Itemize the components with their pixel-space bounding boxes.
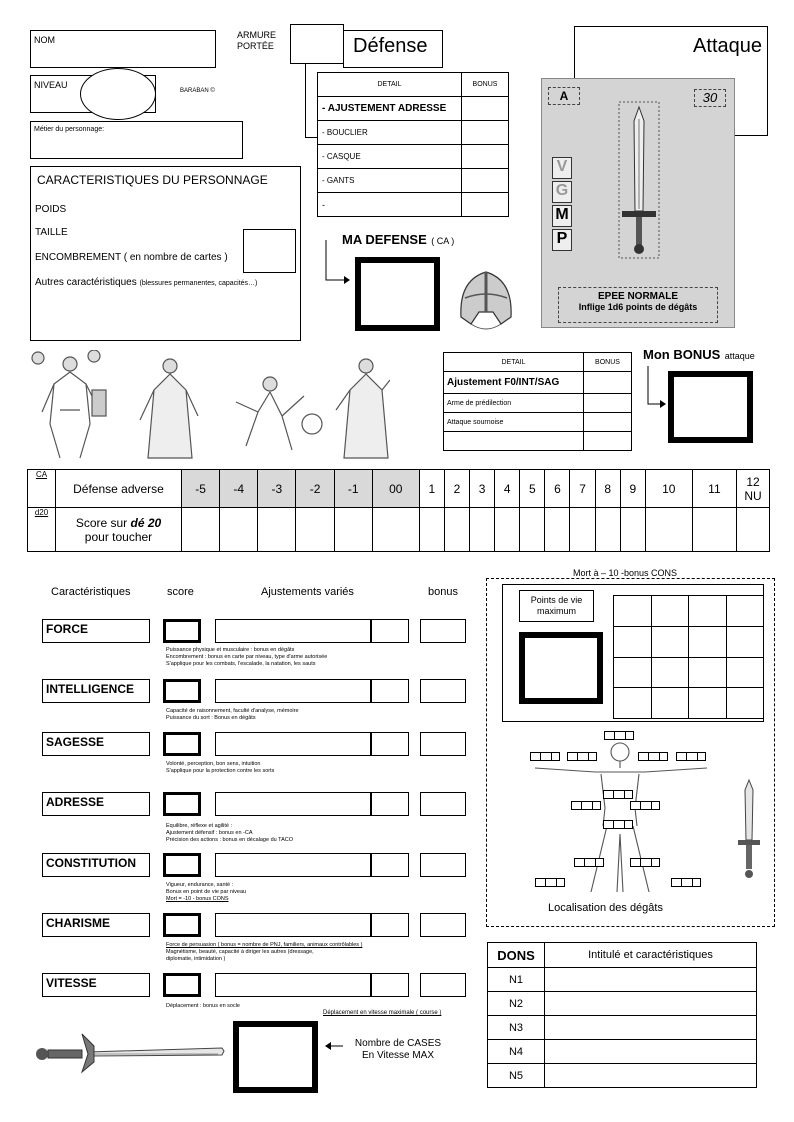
- stat-adjust-input[interactable]: [215, 679, 371, 703]
- score-cell[interactable]: [595, 508, 620, 552]
- defense-table: [317, 72, 509, 217]
- sword-illustration: [30, 1028, 226, 1074]
- attack-bonus-cell[interactable]: [584, 432, 632, 451]
- ca-value: 2: [444, 470, 469, 508]
- desc-line: Equilibre, réflexe et agilité :: [166, 823, 233, 829]
- pv-cell[interactable]: [614, 596, 652, 627]
- nom-field[interactable]: [30, 30, 216, 68]
- ca-table: [27, 469, 770, 552]
- stat-score-input[interactable]: [163, 792, 201, 816]
- stat-sagesse: SAGESSE: [42, 732, 150, 756]
- stat-adjust-input[interactable]: [215, 732, 371, 756]
- stats-header-bonus: bonus: [428, 586, 458, 598]
- badge-m: M: [552, 205, 572, 227]
- stat-score-input[interactable]: [163, 853, 201, 877]
- card-badges: [552, 157, 572, 251]
- pv-cell[interactable]: [614, 688, 652, 719]
- damage-box-head[interactable]: [604, 731, 634, 740]
- cases-label-2: En Vitesse MAX: [361, 1050, 435, 1061]
- attack-bonus-cell[interactable]: [584, 394, 632, 413]
- desc-line: S'applique pour la protection contre les sorts: [166, 768, 275, 774]
- don-input[interactable]: [545, 1040, 757, 1064]
- pv-grid: [613, 595, 764, 719]
- damage-box-torso[interactable]: [603, 790, 633, 799]
- ca-value: -4: [220, 470, 258, 508]
- mon-bonus-line: [643, 346, 755, 364]
- desc-line: Capacité de raisonnement, faculté d'analyse, mémoire: [166, 708, 299, 714]
- mort-note: Mort à – 10 -bonus CONS: [573, 568, 678, 578]
- helmet-illustration: [453, 262, 519, 336]
- stat-adjust-input[interactable]: [215, 853, 371, 877]
- damage-box-left-shoulder[interactable]: [567, 752, 597, 761]
- attack-col-bonus: BONUS: [584, 353, 632, 372]
- pv-cell[interactable]: [614, 626, 652, 657]
- stat-bonus-input[interactable]: [420, 973, 466, 997]
- pv-cell[interactable]: [614, 657, 652, 688]
- niveau-oval[interactable]: [80, 68, 156, 120]
- score-cell[interactable]: [182, 508, 220, 552]
- weapon-name: EPEE NORMALE: [597, 291, 678, 302]
- attack-card: [541, 78, 735, 328]
- pv-cell[interactable]: [726, 657, 764, 688]
- stat-desc: [166, 761, 466, 775]
- damage-box-left-foot[interactable]: [535, 878, 565, 887]
- desc-line: Force de persuasion ( bonus = nombre de PNJ, familiers, animaux contrôlables ): [166, 942, 363, 948]
- don-level: N1: [488, 968, 545, 992]
- dagger-illustration: [735, 778, 763, 882]
- stat-bonus-input[interactable]: [420, 792, 466, 816]
- score-label-cell: [56, 508, 182, 552]
- don-level: N3: [488, 1016, 545, 1040]
- defense-bonus-cell[interactable]: [462, 193, 509, 217]
- stat-bonus-input[interactable]: [420, 913, 466, 937]
- score-cell[interactable]: [444, 508, 469, 552]
- mon-bonus-sub: attaque: [724, 351, 755, 361]
- sword-card-illustration: [618, 101, 660, 261]
- ca-value: 1: [419, 470, 444, 508]
- damage-box-right-foot[interactable]: [671, 878, 701, 887]
- don-input[interactable]: [545, 992, 757, 1016]
- caracteristiques-title: CARACTERISTIQUES DU PERSONNAGE: [37, 173, 268, 187]
- attaque-title: Attaque: [693, 35, 762, 57]
- stat-adjust-extra-input[interactable]: [371, 913, 409, 937]
- stat-score-input[interactable]: [163, 973, 201, 997]
- don-level: N2: [488, 992, 545, 1016]
- desc-line: Précision des actions : bonus en décalage du TACO: [166, 837, 293, 843]
- defense-row: - AJUSTEMENT ADRESSE: [318, 97, 462, 121]
- stat-desc: [166, 708, 466, 722]
- stat-bonus-input[interactable]: [420, 679, 466, 703]
- score-cell[interactable]: [334, 508, 372, 552]
- desc-line: S'applique pour les combats, l'escalade, la natation, les sauts: [166, 661, 316, 667]
- defense-row: - CASQUE: [318, 145, 462, 169]
- defense-bonus-cell[interactable]: [462, 97, 509, 121]
- stat-adjust-input[interactable]: [215, 792, 371, 816]
- stat-adjust-extra-input[interactable]: [371, 619, 409, 643]
- score-cell[interactable]: [737, 508, 770, 552]
- stat-force: FORCE: [42, 619, 150, 643]
- don-input[interactable]: [545, 968, 757, 992]
- mon-bonus-arrow: [644, 366, 670, 412]
- cases-vitesse-input[interactable]: [233, 1021, 318, 1093]
- don-level: N5: [488, 1064, 545, 1088]
- stat-adjust-extra-input[interactable]: [371, 853, 409, 877]
- ca-value: 12 NU: [737, 470, 770, 508]
- ca-value: 3: [469, 470, 494, 508]
- attack-row: Attaque sournoise: [444, 413, 584, 432]
- defense-col-bonus: BONUS: [462, 73, 509, 97]
- desc-line: diplomatie, intimidation ): [166, 956, 226, 962]
- stats-header-carac: Caractéristiques: [51, 586, 131, 598]
- desc-line: Volonté, perception, bon sens, intuition: [166, 761, 261, 767]
- desc-line: Puissance du sort : Bonus en dégâts: [166, 715, 256, 721]
- weapon-caption: [558, 287, 718, 323]
- ca-value: -5: [182, 470, 220, 508]
- ca-value: 5: [520, 470, 545, 508]
- autres-label: Autres caractéristiques: [35, 277, 137, 288]
- defense-row: -: [318, 193, 462, 217]
- score-cell[interactable]: [495, 508, 520, 552]
- armure-label: ARMURE: [237, 30, 277, 40]
- pv-label-1: Points de vie: [530, 595, 583, 605]
- damage-box-chest-right[interactable]: [630, 801, 660, 810]
- desc-line: Puissance physique et musculaire : bonus en dégâts: [166, 647, 295, 653]
- stat-charisme: CHARISME: [42, 913, 150, 937]
- stat-constitution: CONSTITUTION: [42, 853, 150, 877]
- stat-desc: [166, 823, 466, 844]
- don-level: N4: [488, 1040, 545, 1064]
- stat-adjust-extra-input[interactable]: [371, 973, 409, 997]
- badge-v: V: [552, 157, 572, 179]
- damage-box-right-hand[interactable]: [630, 858, 660, 867]
- stat-adjust-input[interactable]: [215, 913, 371, 937]
- author-credit: BARABAN ©: [180, 88, 215, 94]
- cases-label: [346, 1038, 450, 1062]
- desc-line: Déplacement : bonus en socle: [166, 1003, 240, 1009]
- metier-label: Métier du personnage:: [34, 126, 105, 133]
- desc-line: Ajustement défensif : bonus en -CA: [166, 830, 253, 836]
- stat-intelligence: INTELLIGENCE: [42, 679, 150, 703]
- score-cell[interactable]: [520, 508, 545, 552]
- stat-adjust-input[interactable]: [215, 973, 371, 997]
- metier-field[interactable]: [30, 121, 243, 159]
- don-input[interactable]: [545, 1016, 757, 1040]
- card-value: 30: [694, 89, 726, 107]
- score-cell[interactable]: [620, 508, 645, 552]
- damage-box-left-hand[interactable]: [574, 858, 604, 867]
- defense-col-detail: DETAIL: [318, 73, 462, 97]
- armure-portee-input[interactable]: [290, 24, 344, 64]
- deplacement-note: Déplacement en vitesse maximale ( course ): [323, 1010, 442, 1016]
- stat-desc: [166, 647, 466, 668]
- dons-table: [487, 942, 757, 1088]
- localisation-label: Localisation des dégâts: [548, 902, 663, 914]
- stat-adresse: ADRESSE: [42, 792, 150, 816]
- score-cell[interactable]: [692, 508, 736, 552]
- attack-row: Arme de prédilection: [444, 394, 584, 413]
- score-cell[interactable]: [220, 508, 258, 552]
- stat-score-input[interactable]: [163, 913, 201, 937]
- pv-cell[interactable]: [726, 626, 764, 657]
- defense-bonus-cell[interactable]: [462, 145, 509, 169]
- ca-value: 4: [495, 470, 520, 508]
- defense-adverse-label: Défense adverse: [56, 470, 182, 508]
- ma-defense-input[interactable]: [355, 257, 440, 331]
- autres-sub: (blessures permanentes, capacités…): [139, 280, 258, 287]
- score-cell[interactable]: [469, 508, 494, 552]
- pv-cell[interactable]: [689, 596, 727, 627]
- attack-bonus-table: [443, 352, 632, 451]
- stat-adjust-extra-input[interactable]: [371, 679, 409, 703]
- cases-arrow-icon: [323, 1040, 345, 1052]
- attack-row: [444, 432, 584, 451]
- score-cell[interactable]: [419, 508, 444, 552]
- dons-title: DONS: [488, 943, 545, 968]
- stat-score-input[interactable]: [163, 679, 201, 703]
- desc-line: Magnétisme, beauté, capacité à diriger les autres (dressage,: [166, 949, 314, 955]
- attack-row: Ajustement F0/INT/SAG: [444, 372, 584, 394]
- pv-max-input[interactable]: [519, 632, 603, 704]
- don-input[interactable]: [545, 1064, 757, 1088]
- autres-line: [35, 277, 257, 288]
- defense-bonus-cell[interactable]: [462, 121, 509, 145]
- ca-value: 7: [570, 470, 595, 508]
- score-label-2: pour toucher: [84, 529, 153, 544]
- stat-score-input[interactable]: [163, 732, 201, 756]
- ca-label-cell: CA: [28, 470, 56, 508]
- ca-value: 10: [645, 470, 692, 508]
- pv-cell[interactable]: [651, 688, 689, 719]
- attack-bonus-cell[interactable]: [584, 372, 632, 394]
- card-letter: A: [548, 87, 580, 105]
- desc-line: Mort = -10 - bonus CONS: [166, 896, 229, 902]
- encombrement-label: ENCOMBREMENT ( en nombre de cartes ): [35, 252, 228, 263]
- mon-bonus-input[interactable]: [668, 371, 753, 443]
- dons-col-title: Intitulé et caractéristiques: [545, 943, 757, 968]
- stat-desc: [166, 942, 466, 963]
- damage-box-hips[interactable]: [603, 820, 633, 829]
- badge-p: P: [552, 229, 572, 251]
- stat-vitesse: VITESSE: [42, 973, 150, 997]
- characters-illustration: [30, 350, 390, 462]
- score-cell[interactable]: [258, 508, 296, 552]
- damage-box-right-shoulder[interactable]: [638, 752, 668, 761]
- stat-bonus-input[interactable]: [420, 732, 466, 756]
- desc-line: Vigueur, endurance, santé :: [166, 882, 234, 888]
- damage-box-left-arm[interactable]: [530, 752, 560, 761]
- score-label-bold: dé 20: [130, 515, 162, 530]
- defense-bonus-cell[interactable]: [462, 169, 509, 193]
- encombrement-input[interactable]: [243, 229, 296, 273]
- pv-cell[interactable]: [726, 596, 764, 627]
- stats-header-ajust: Ajustements variés: [261, 586, 354, 598]
- ma-defense-sub: ( CA ): [431, 236, 455, 246]
- stats-header-score: score: [167, 586, 194, 598]
- pv-cell[interactable]: [689, 688, 727, 719]
- pv-cell[interactable]: [651, 657, 689, 688]
- score-cell[interactable]: [645, 508, 692, 552]
- ca-value: -3: [258, 470, 296, 508]
- stat-adjust-extra-input[interactable]: [371, 792, 409, 816]
- ca-value: -2: [296, 470, 334, 508]
- ca-value: 11: [692, 470, 736, 508]
- ma-defense-arrow: [322, 240, 352, 286]
- defense-title-box: [343, 30, 443, 68]
- pv-cell[interactable]: [689, 626, 727, 657]
- cases-label-1: Nombre de CASES: [354, 1038, 442, 1049]
- stat-score-input[interactable]: [163, 619, 201, 643]
- pv-label-box: [519, 590, 594, 622]
- pv-label-2: maximum: [536, 606, 576, 616]
- pv-cell[interactable]: [689, 657, 727, 688]
- score-label-1: Score sur: [75, 515, 131, 530]
- ca-value: 9: [620, 470, 645, 508]
- score-cell[interactable]: [372, 508, 419, 552]
- stat-desc: [166, 1003, 466, 1010]
- d20-label-cell: d20: [28, 508, 56, 552]
- stat-bonus-input[interactable]: [420, 619, 466, 643]
- weapon-desc: Inflige 1d6 points de dégâts: [578, 302, 698, 312]
- defense-row: - GANTS: [318, 169, 462, 193]
- ma-defense-label: MA DEFENSE: [342, 232, 427, 247]
- stat-adjust-input[interactable]: [215, 619, 371, 643]
- badge-g: G: [552, 181, 572, 203]
- ca-value: -1: [334, 470, 372, 508]
- niveau-label: NIVEAU: [34, 80, 68, 90]
- pv-cell[interactable]: [726, 688, 764, 719]
- ca-value: 8: [595, 470, 620, 508]
- attack-col-detail: DETAIL: [444, 353, 584, 372]
- score-cell[interactable]: [545, 508, 570, 552]
- desc-line: Bonus en point de vie par niveau: [166, 889, 247, 895]
- nom-label: NOM: [34, 35, 55, 45]
- mon-bonus-label: Mon BONUS: [643, 347, 721, 362]
- stat-bonus-input[interactable]: [420, 853, 466, 877]
- ma-defense-line: [342, 231, 454, 249]
- defense-connector-h: [305, 137, 317, 138]
- taille-label: TAILLE: [35, 227, 68, 238]
- score-cell[interactable]: [296, 508, 334, 552]
- stat-adjust-extra-input[interactable]: [371, 732, 409, 756]
- portee-label: PORTÉE: [237, 41, 274, 51]
- pv-cell[interactable]: [651, 596, 689, 627]
- score-cell[interactable]: [570, 508, 595, 552]
- pv-cell[interactable]: [651, 626, 689, 657]
- defense-connector: [305, 64, 306, 138]
- attack-bonus-cell[interactable]: [584, 413, 632, 432]
- body-figure: [525, 738, 715, 896]
- poids-label: POIDS: [35, 204, 67, 215]
- damage-box-chest-left[interactable]: [571, 801, 601, 810]
- ca-value: 00: [372, 470, 419, 508]
- damage-box-right-arm[interactable]: [676, 752, 706, 761]
- defense-title: Défense: [353, 35, 428, 57]
- stat-desc: [166, 882, 466, 903]
- ca-value: 6: [545, 470, 570, 508]
- defense-row: - BOUCLIER: [318, 121, 462, 145]
- desc-line: Encombrement : bonus en carte par niveau, type d'arme autorisée: [166, 654, 328, 660]
